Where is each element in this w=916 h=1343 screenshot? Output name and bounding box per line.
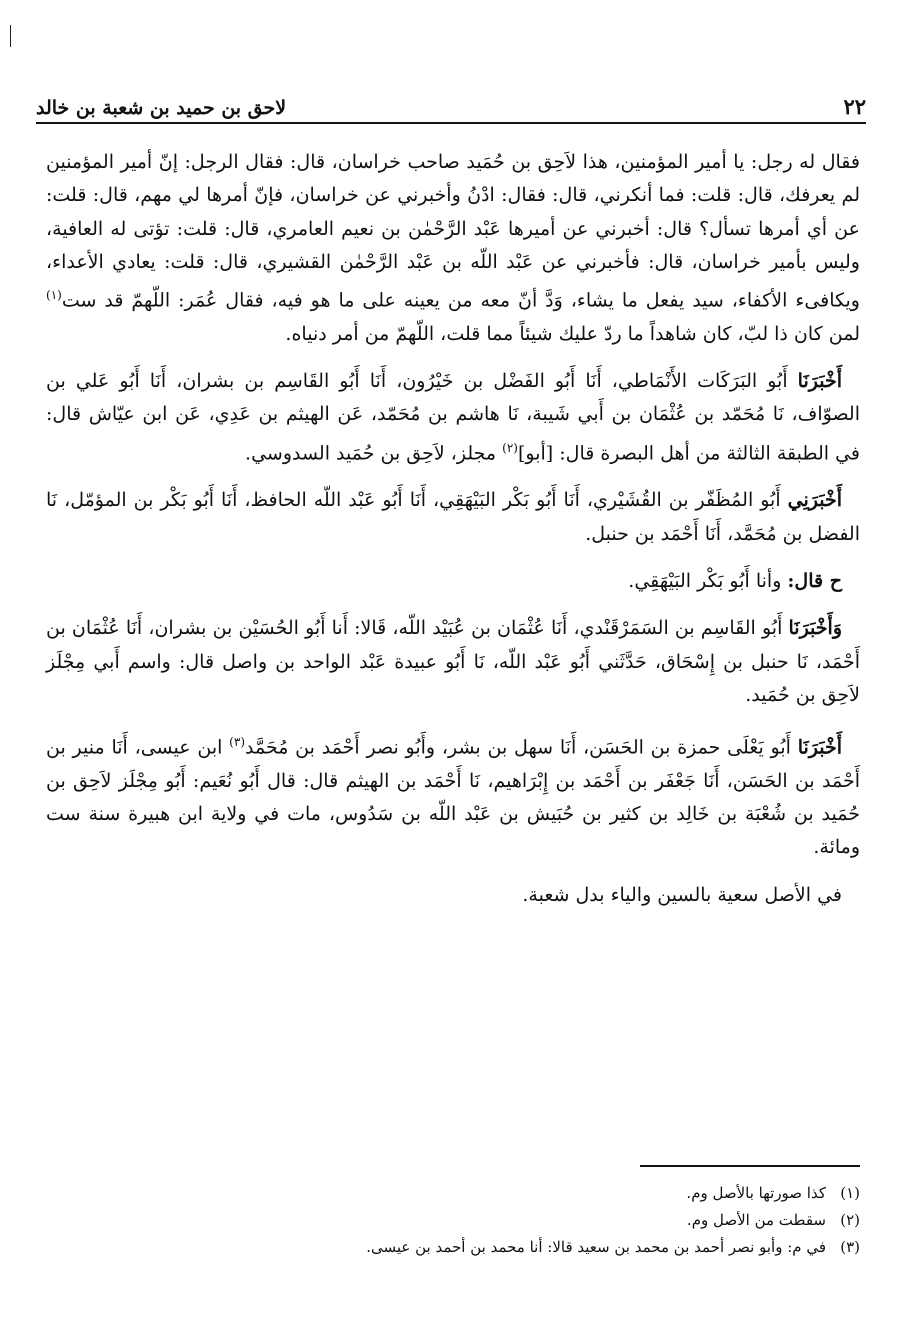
narration-keyword: وَأَخْبَرَنَا	[788, 617, 842, 640]
paragraph-text: في الأصل سعية بالسين والياء بدل شعبة.	[522, 883, 842, 906]
footnote-text: في م: وأبو نصر أحمد بن محمد بن سعيد قالا: أنا محمد بن أحمد بن عيسى.	[366, 1238, 826, 1256]
footnote-ref-2: (٢)	[502, 440, 518, 455]
paragraph-6	[46, 726, 860, 865]
footnotes	[46, 1180, 860, 1261]
main-text	[46, 146, 860, 926]
narration-keyword: أَخْبَرَنِي	[787, 489, 842, 512]
footnote-1	[46, 1180, 860, 1207]
paragraph-tail: ابن عيسى، أَنَا منير بن أَحْمَد بن الحَسَن، أَنَا جَعْفَر بن أَحْمَد بن إِبْرَاهيم، نَا أَحْمَد بن الهيثم قال: قال أَبُو نُعَيم: أَبُو مِجْلَز لاَحِق بن حُمَيد بن شُعْبَة بن خَالِد بن كثير بن حُبَيش بن عَبْد اللّه بن سَدُوس، مات في ولاية ابن هبيرة سنة ست ومائة.	[46, 736, 860, 859]
paragraph-tail: لمن كان ذا لبّ، كان شاهداً ما ردّ عليك شيئاً مما قلت، اللّهمّ من أمر دنياه.	[285, 322, 860, 345]
page-number: ٢٢	[843, 94, 866, 119]
footnote-text: كذا صورتها بالأصل وم.	[686, 1184, 826, 1202]
footnote-ref-3: (٣)	[229, 735, 245, 750]
narration-keyword: أَخْبَرَنَا	[797, 736, 843, 759]
paragraph-4	[46, 565, 860, 598]
paragraph-7	[46, 879, 860, 912]
paragraph-1	[46, 146, 860, 351]
footnote-ref-1: (١)	[46, 288, 62, 303]
footnote-2	[46, 1207, 860, 1234]
footnote-3	[46, 1234, 860, 1261]
narration-keyword: ح قال:	[787, 569, 842, 592]
paragraph-text: أَبُو البَرَكَات الأَنْمَاطي، أَنَا أَبُو الفَضْل بن خَيْرُون، أَنَا أَبُو القَاسِم بن بشران، أَنَا أَبُو عَلي بن الصوّاف، نَا مُحَمّد بن عُثْمَان بن أَبي شَيبة، نَا هاشم بن مُحَمّد، عَن الهيثم بن عَدِي، عَن ابن عيّاش قال: في الطبقة الثالثة من أهل البصرة قال: [أبو]	[46, 370, 860, 465]
page-header	[36, 85, 866, 119]
header-rule	[36, 122, 866, 124]
paragraph-text: أَبُو القَاسِم بن السَمَرْقَنْدي، أَنَا عُثْمَان بن عُبَيْد اللّه، قَالا: أَنا أَبُو الحُسَيْن بن بشران، أَنَا عُثْمَان بن أَحْمَد، نَا حنبل بن إِسْحَاق، حَدَّثَني أَبُو عَبْد اللّه، نَا أَبُو عبيدة عَبْد الواحد بن واصل قال: واسم أَبي مِجْلَز لاَحِق بن حُمَيد.	[46, 617, 860, 706]
paragraph-5	[46, 612, 860, 712]
footnote-number: (٢)	[840, 1211, 860, 1229]
paragraph-2	[46, 365, 860, 470]
page-edge-mark	[10, 25, 11, 47]
footnote-number: (١)	[840, 1184, 860, 1202]
paragraph-3	[46, 484, 860, 551]
footnote-text: سقطت من الأصل وم.	[686, 1211, 826, 1229]
paragraph-text: أَبُو المُظَفّر بن القُشَيْري، أَنَا أَبُو بَكْر البَيْهَقِي، أَنَا أَبُو عَبْد اللّه الحافظ، أَنَا أَبُو بَكْر بن المؤمّل، نَا الفضل بن مُحَمَّد، أَنَا أَحْمَد بن حنبل.	[46, 489, 860, 545]
paragraph-tail: مجلز، لاَحِق بن حُمَيد السدوسي.	[245, 442, 503, 465]
paragraph-text: أَبُو يَعْلَى حمزة بن الحَسَن، أَنَا سهل بن بشر، وأَبُو نصر أَحْمَد بن مُحَمَّد	[245, 736, 798, 759]
narration-keyword: أَخْبَرَنَا	[797, 370, 842, 393]
footnote-number: (٣)	[840, 1238, 860, 1256]
running-title: لاحق بن حميد بن شعبة بن خالد	[36, 97, 287, 119]
paragraph-text: وأنا أَبُو بَكْر البَيْهَقِي.	[628, 569, 788, 592]
paragraph-text: فقال له رجل: يا أمير المؤمنين، هذا لاَحِق بن حُمَيد صاحب خراسان، قال: فقال الرجل: إنّ أمير المؤمنين لم يعرفك، قال: قلت: فما أنكرني، قال: فقال: ادْنُ وأخبرني عن خراسان، فإنّ أمرها لي مهم، قال: قلت: عن أي أمرها تسأل؟ قال: أخبرني عن أميرها عَبْد الرَّحْمٰن بن نعيم العامري، قال: قلت: تؤتى له العافية، وليس بأمير خراسان، قال: فأخبرني عن عَبْد اللّه بن عَبْد الرَّحْمٰن القشيري، قال: قلت: يعادي الأعداء، ويكافىء الأكفاء، سيد يفعل ما يشاء، وَدَّ أنّ معه من يعينه على ما هو فيه، فقال عُمَر: اللّهمّ قد ست	[46, 151, 860, 312]
footnote-rule	[640, 1165, 860, 1167]
